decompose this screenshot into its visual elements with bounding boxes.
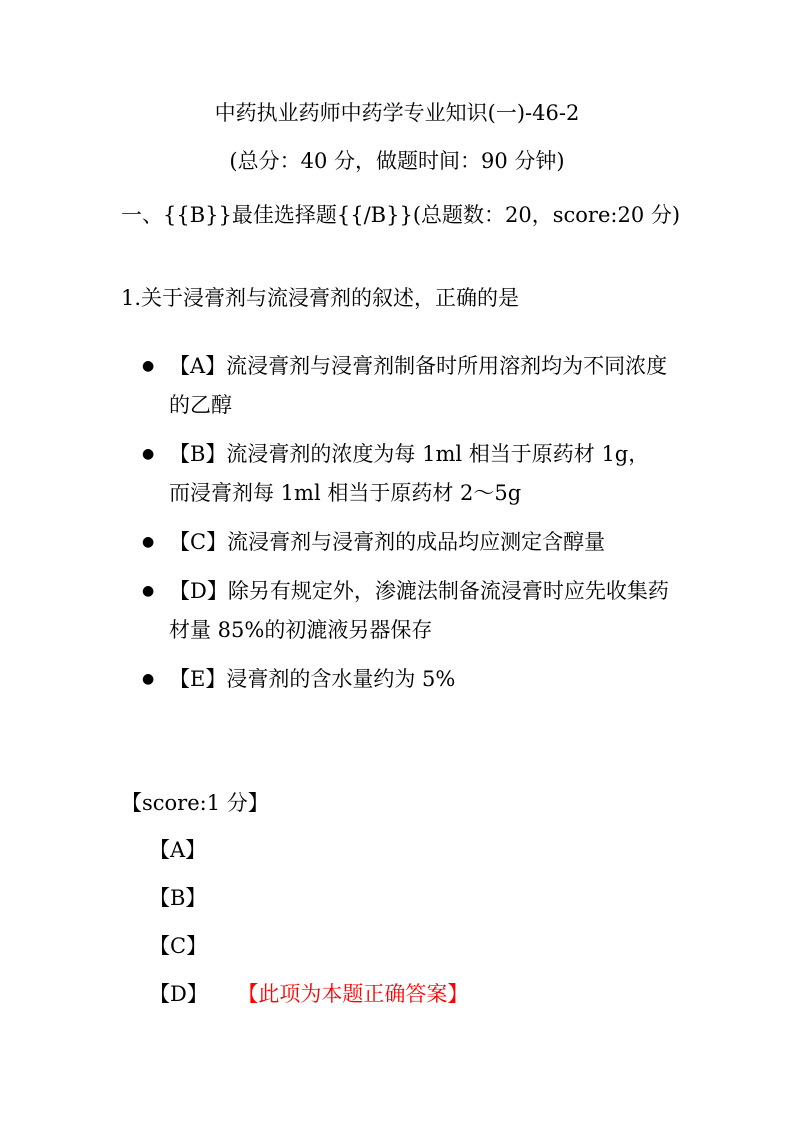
bullet-icon: ● (142, 671, 155, 687)
option-e (140, 660, 670, 699)
option-list (140, 347, 670, 709)
bullet-icon: ● (142, 358, 155, 374)
section-heading: 一、{{B}}最佳选择题{{/B}}(总题数：20，score:20 分) (121, 203, 681, 227)
bullet-icon: ● (142, 446, 155, 462)
option-c (140, 523, 670, 562)
option-label: 【C】流浸膏剂与浸膏剂的成品均应测定含醇量 (169, 530, 606, 554)
answer-a (149, 835, 468, 883)
answer-label: 【D】 (149, 982, 208, 1006)
option-d (140, 572, 670, 650)
answer-label: 【B】 (149, 886, 207, 910)
answer-c (149, 931, 468, 979)
option-b (140, 435, 670, 513)
answer-label: 【C】 (149, 934, 208, 958)
question-text: 1.关于浸膏剂与流浸膏剂的叙述，正确的是 (121, 286, 520, 310)
document-subtitle: (总分：40 分，做题时间：90 分钟) (229, 149, 565, 173)
option-a (140, 347, 670, 425)
option-label: 【B】流浸膏剂的浓度为每 1ml 相当于原药材 1g，而浸膏剂每 1ml 相当于原药材 2～5g (169, 442, 650, 505)
option-label: 【D】除另有规定外，渗漉法制备流浸膏时应先收集药材量 85%的初漉液另器保存 (169, 579, 669, 642)
score-label: 【score:1 分】 (121, 791, 269, 815)
bullet-icon: ● (142, 583, 155, 599)
answer-d (149, 979, 468, 1027)
bullet-icon: ● (142, 534, 155, 550)
answer-b (149, 883, 468, 931)
answer-label: 【A】 (149, 838, 207, 862)
option-label: 【E】浸膏剂的含水量约为 5% (169, 667, 456, 691)
answer-list (149, 835, 468, 1027)
document-title: 中药执业药师中药学专业知识(一)-46-2 (214, 101, 580, 125)
option-label: 【A】流浸膏剂与浸膏剂制备时所用溶剂均为不同浓度的乙醇 (169, 354, 668, 417)
correct-answer-note: 【此项为本题正确答案】 (247, 982, 469, 1006)
